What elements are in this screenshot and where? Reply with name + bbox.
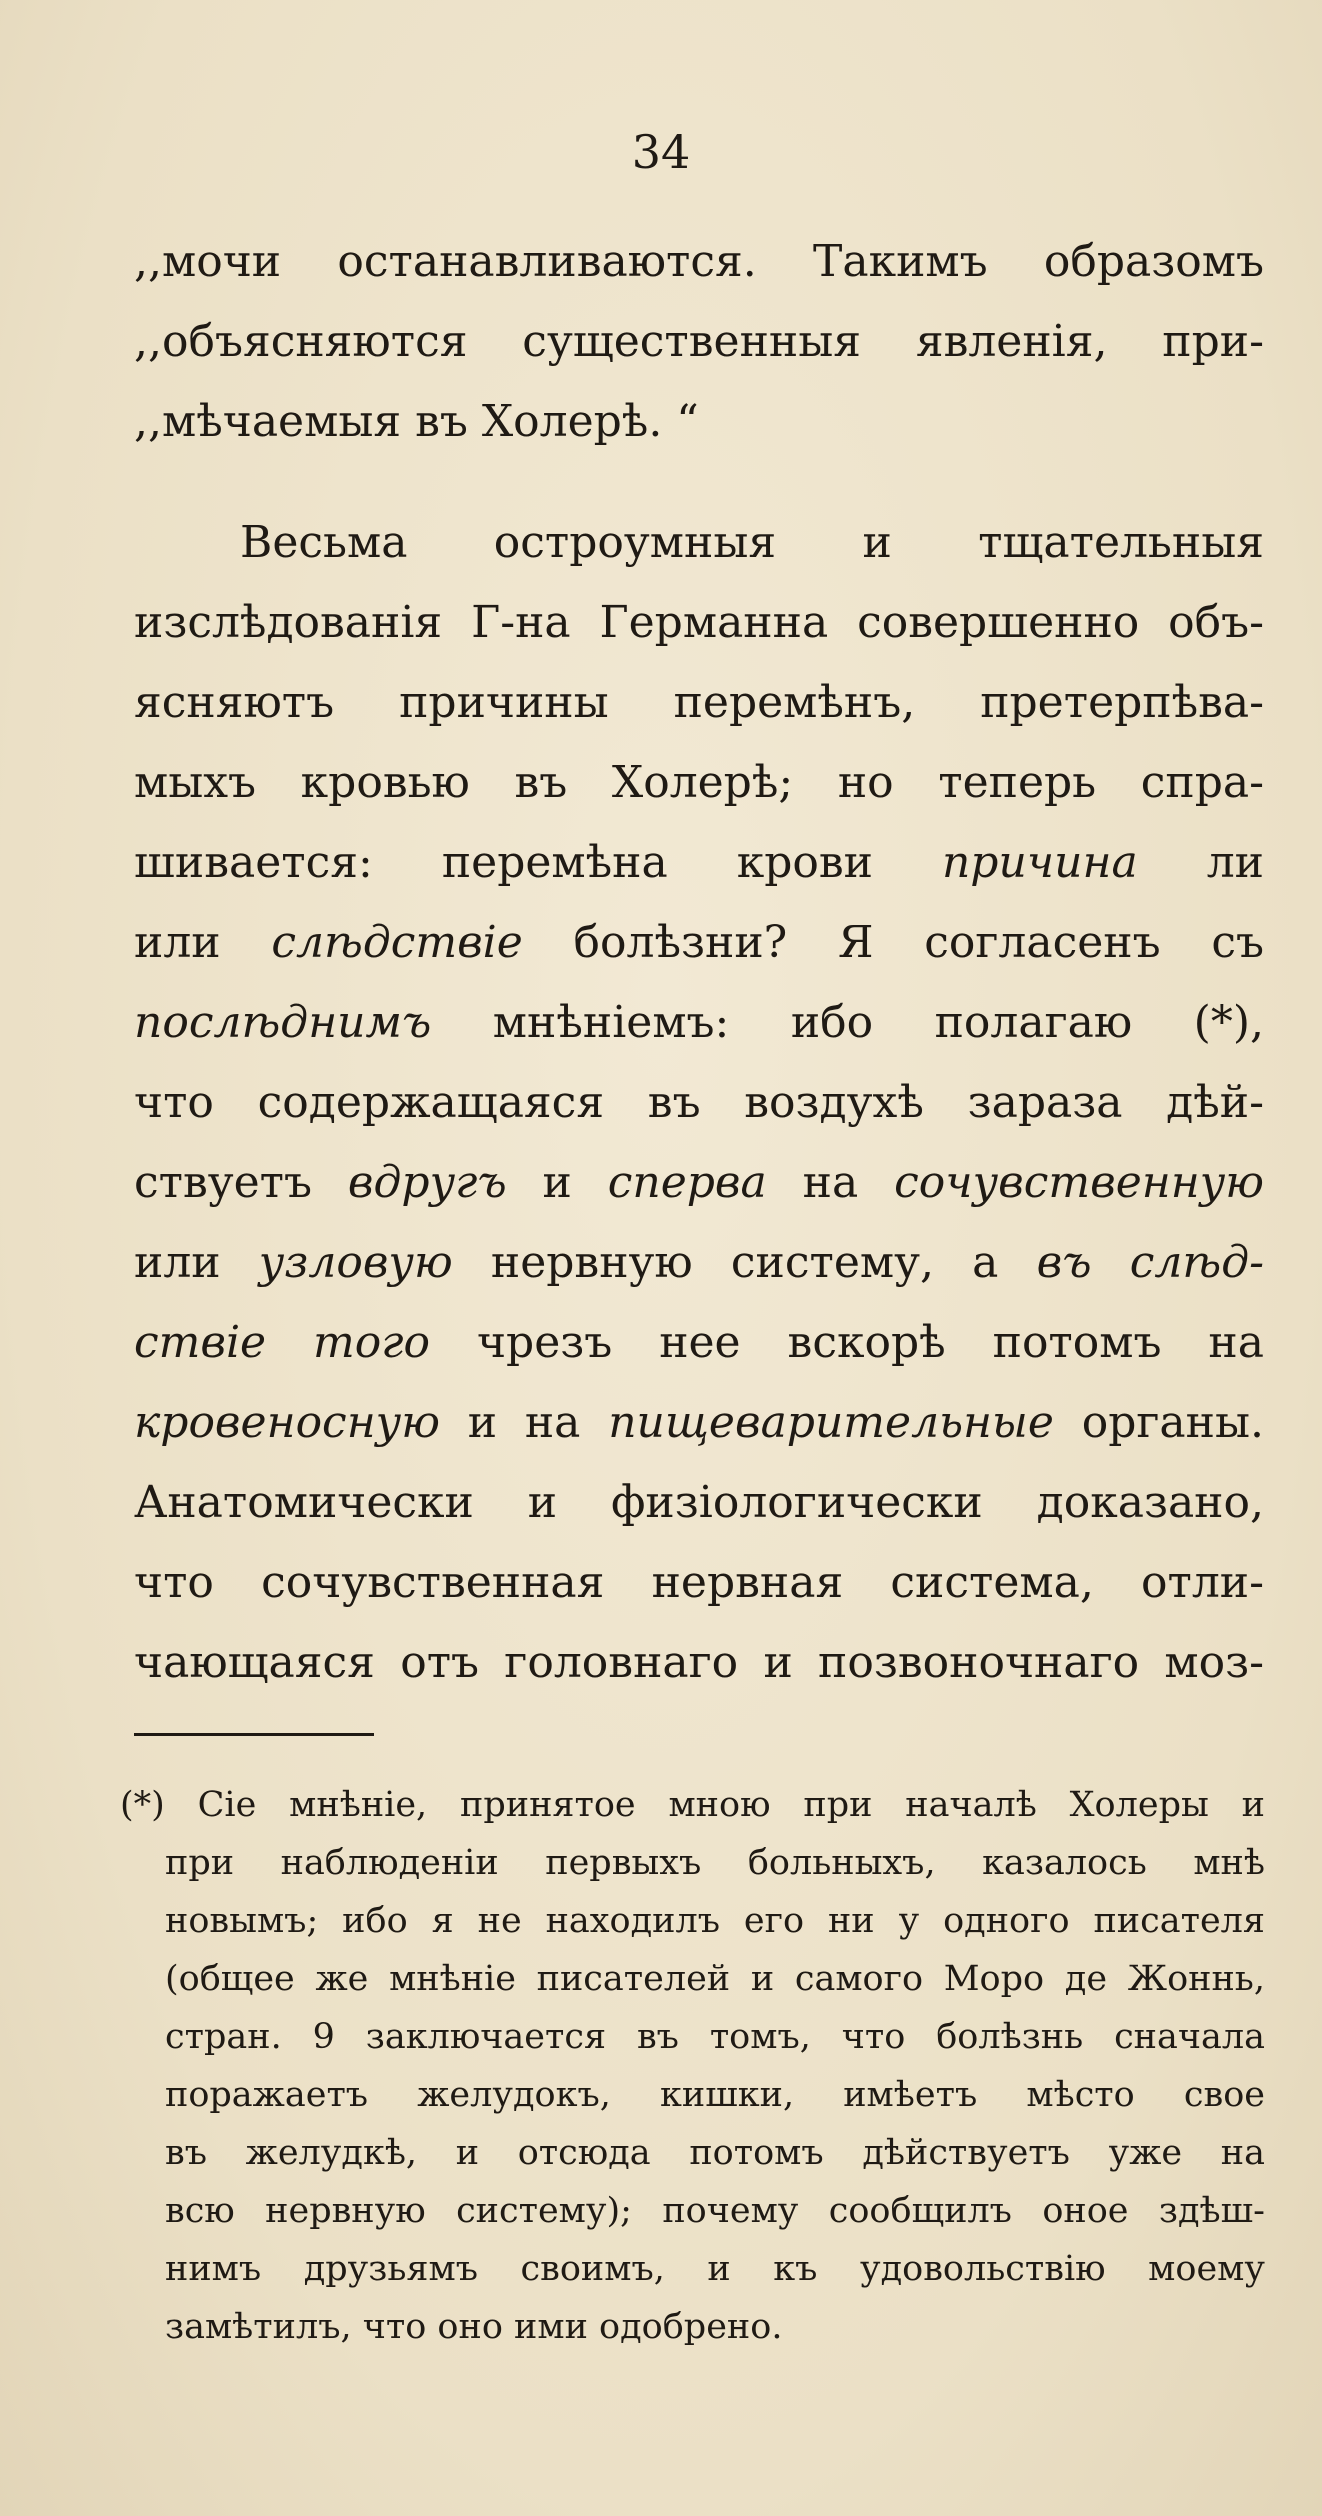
italic-emphasis: кровеносную — [134, 1397, 440, 1448]
paragraph-line — [134, 913, 1264, 973]
paragraph-line — [134, 833, 1264, 893]
quote-line: ,,объясняются существенныя явленія, при- — [134, 316, 1264, 367]
text-span: органы. — [1081, 1397, 1264, 1448]
italic-emphasis: слѣдствіе — [271, 917, 523, 968]
footnote-line: поражаетъ желудокъ, кишки, имѣетъ мѣсто свое — [165, 2075, 1265, 2115]
italic-emphasis: причина — [941, 837, 1138, 888]
italic-emphasis: въ слѣд- — [1036, 1237, 1264, 1288]
text-span: на — [802, 1157, 859, 1208]
footnote-line: всю нервную систему); почему сообщилъ оное здѣш- — [165, 2191, 1265, 2231]
paragraph-line: мыхъ кровью въ Холерѣ; но теперь спра- — [134, 757, 1264, 808]
paragraph-line: что сочувственная нервная система, отли- — [134, 1557, 1264, 1608]
italic-emphasis: послѣднимъ — [134, 997, 432, 1048]
paragraph-line: изслѣдованія Г-на Германна совершенно объ- — [134, 597, 1264, 648]
text-span: нервную систему, а — [490, 1237, 999, 1288]
paragraph-line: Анатомически и физіологически доказано, — [134, 1477, 1264, 1528]
footnote-line: замѣтилъ, что оно ими одобрено. — [165, 2307, 783, 2347]
paragraph-line: Весьма остроумныя и тщательныя — [240, 517, 1264, 568]
italic-emphasis: ствіе того — [134, 1317, 430, 1368]
footnote-line: въ желудкѣ, и отсюда потомъ дѣйствуетъ уже на — [165, 2133, 1265, 2173]
italic-emphasis: вдругъ — [347, 1157, 507, 1208]
paragraph-line — [134, 1313, 1264, 1373]
text-span: и на — [467, 1397, 581, 1448]
footnote-line: (*) Сіе мнѣніе, принятое мною при началѣ Холеры и — [120, 1785, 1265, 1825]
paragraph-line: ясняютъ причины перемѣнъ, претерпѣва- — [134, 677, 1264, 728]
italic-emphasis: пищеварительные — [608, 1397, 1054, 1448]
italic-emphasis: сочувственную — [894, 1157, 1264, 1208]
text-span: шивается: перемѣна крови — [134, 837, 873, 888]
text-span: болѣзни? Я согласенъ съ — [573, 917, 1264, 968]
italic-emphasis: узловую — [258, 1237, 453, 1288]
footnote-line: при наблюденіи первыхъ больныхъ, казалось мнѣ — [165, 1843, 1265, 1883]
text-span: или — [134, 1237, 221, 1288]
italic-emphasis: сперва — [607, 1157, 767, 1208]
footnote-separator — [134, 1733, 374, 1736]
text-span: ствуетъ — [134, 1157, 313, 1208]
quote-line: ,,мочи останавливаются. Такимъ образомъ — [134, 236, 1264, 287]
paragraph-line: чающаяся отъ головнаго и позвоночнаго моз- — [134, 1637, 1264, 1688]
text-span: чрезъ нее вскорѣ потомъ на — [476, 1317, 1264, 1368]
footnote-line: стран. 9 заключается въ томъ, что болѣзнь сначала — [165, 2017, 1265, 2057]
text-span: или — [134, 917, 221, 968]
text-span: ли — [1206, 837, 1264, 888]
footnote-line: (общее же мнѣніе писателей и самого Моро де Жоннь, — [165, 1959, 1265, 1999]
paragraph-line: что содержащаяся въ воздухѣ зараза дѣй- — [134, 1077, 1264, 1128]
footnote-line: нимъ друзьямъ своимъ, и къ удовольствію моему — [165, 2249, 1265, 2289]
quote-line: ,,мѣчаемыя въ Холерѣ. “ — [134, 396, 699, 447]
footnote-line: новымъ; ибо я не находилъ его ни у одного писателя — [165, 1901, 1265, 1941]
paragraph-line — [134, 993, 1264, 1053]
page-number: 34 — [631, 125, 691, 179]
paragraph-line — [134, 1393, 1264, 1453]
text-span: и — [542, 1157, 572, 1208]
paragraph-line — [134, 1233, 1264, 1293]
paragraph-line — [134, 1153, 1264, 1213]
text-span: мнѣніемъ: ибо полагаю (*), — [492, 997, 1264, 1048]
